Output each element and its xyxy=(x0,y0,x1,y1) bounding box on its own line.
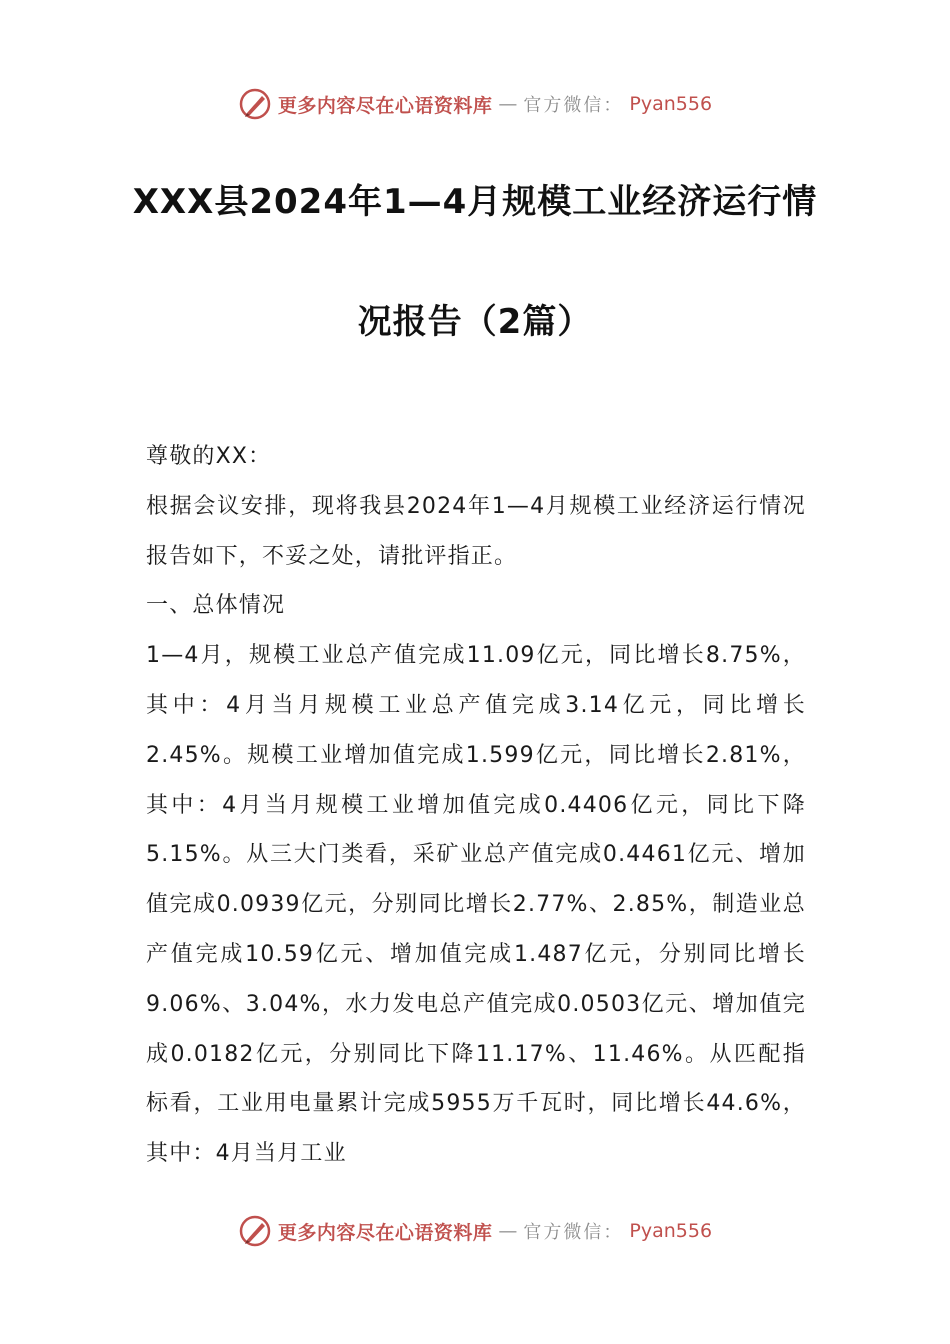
watermark-label: 官方微信： xyxy=(523,1222,624,1243)
document-title-line-1: XXX县2024年1—4月规模工业经济运行情 xyxy=(132,182,818,222)
pen-logo-icon xyxy=(238,87,272,121)
watermark-label: 官方微信： xyxy=(523,95,624,116)
watermark-text: 更多内容尽在心语资料库 xyxy=(277,94,493,117)
pen-logo-icon xyxy=(238,1214,272,1248)
section-heading: 一、总体情况 xyxy=(146,593,286,619)
watermark-text: 更多内容尽在心语资料库 xyxy=(277,1221,493,1244)
watermark-id: Pyan556 xyxy=(629,1220,713,1242)
watermark-separator: — xyxy=(498,1220,518,1242)
watermark-id: Pyan556 xyxy=(629,93,713,115)
section-body-paragraph: 1—4月，规模工业总产值完成11.09亿元，同比增长8.75%，其中：4月当月规模工业总产值完成3.14亿元，同比增长2.45%。规模工业增加值完成1.599亿元，同比增长2.81%，其中：4月当月规模工业增加值完成0.4406亿元，同比下降5.15%。从三大门类看，采矿业总产值完成0.4461亿元、增加值完成0.0939亿元，分别同比增长2.77%、2.85%，制造业总产值完成10.59亿元、增加值完成1.487亿元，分别同比增长9.06%、3.04%，水力发电总产值完成0.0503亿元、增加值完成0.0182亿元，分别同比下降11.17%、11.46%。从匹配指标看，工业用电量累计完成5955万千瓦时，同比增长44.6%，其中：4月当月工业 xyxy=(146,643,806,1167)
header-watermark xyxy=(0,84,950,124)
salutation: 尊敬的XX： xyxy=(146,444,272,469)
footer-watermark xyxy=(0,1211,950,1251)
document-title-line-2: 况报告（2篇） xyxy=(357,302,593,342)
intro-paragraph: 根据会议安排，现将我县2024年1—4月规模工业经济运行情况报告如下，不妥之处，请批评指正。 xyxy=(146,493,806,569)
watermark-separator: — xyxy=(498,93,518,115)
document-body xyxy=(146,432,806,1179)
